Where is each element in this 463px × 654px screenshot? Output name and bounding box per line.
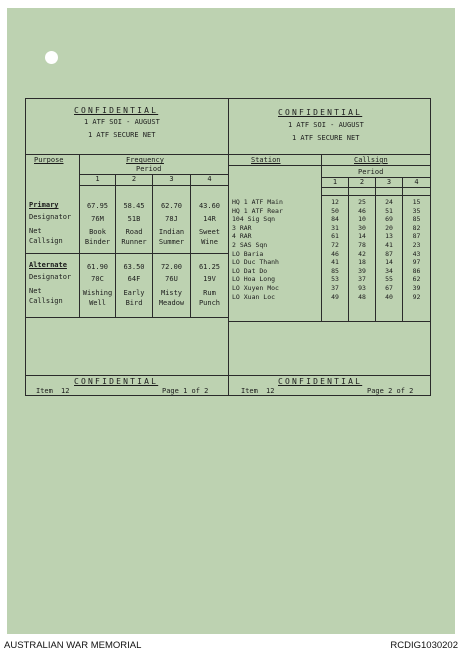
callsign-cell: 72 [331,241,339,249]
primary-label: Primary [29,201,59,209]
primary-callsign-1b: Binder [84,238,111,246]
primary-net-label: Net [29,227,42,235]
right-period-3: 3 [386,178,392,186]
left-page-number: Page 1 of 2 [162,387,209,395]
callsign-cell: 15 [412,198,421,206]
alternate-callsign-2b: Bird [125,299,143,307]
right-item-number: 12 [266,387,275,395]
callsign-cell: 14 [358,232,366,241]
station-header: Station [251,156,281,164]
center-divider [228,99,229,396]
station-name: LO Xuan Loc [232,292,276,301]
callsign-cell: 34 [385,266,393,275]
alternate-callsign-1a: Wishing [82,289,113,297]
callsign-cell: 30 [358,223,366,232]
left-period-header: Period [136,165,162,173]
right-item-label: Item [241,387,258,395]
alternate-callsign-label: Callsign [29,297,63,305]
left-period-3: 3 [169,175,174,183]
callsign-cell: 86 [412,266,421,275]
callsign-cell: 43 [412,249,421,258]
right-title-line1: 1 ATF SOI - AUGUST [288,121,364,129]
alternate-designator-4: 19V [203,275,216,283]
primary-frequency-4: 43.60 [198,202,221,210]
right-first-row-rule [321,195,430,196]
callsign-cell: 41 [331,258,339,267]
callsign-cell: 25 [358,198,366,206]
callsign-cell: 18 [358,258,366,267]
left-period-4: 4 [207,175,212,183]
station-name: HQ 1 ATF Main [232,198,283,206]
station-name: LO Xuyen Moc [232,284,279,292]
primary-callsign-2a: Road [125,228,143,236]
callsign-cell: 85 [412,215,421,224]
footer-rule [26,375,430,376]
right-period-header: Period [358,168,384,176]
alternate-callsign-3a: Misty [160,289,183,297]
alternate-net-label: Net [29,287,42,295]
station-name: LO Duc Thanh [232,258,279,267]
left-title-line2: 1 ATF SECURE NET [88,131,156,139]
callsign-cell: 92 [412,292,421,301]
alternate-callsign-1b: Well [89,299,106,307]
callsign-cell: 46 [358,206,366,215]
primary-designator-2: 51B [127,215,141,223]
alternate-label: Alternate [29,261,67,269]
callsign-cell: 84 [331,215,339,224]
callsign-cell: 87 [412,232,421,241]
left-period-1: 1 [95,175,100,183]
primary-callsign-3b: Summer [158,238,185,246]
alternate-designator-2: 64F [127,275,141,283]
primary-callsign-4a: Sweet [198,228,221,236]
callsign-cell: 10 [358,215,366,224]
station-name: 104 Sig Sqn [232,215,276,224]
alternate-callsign-2a: Early [123,289,145,297]
callsign-cell: 49 [331,292,339,301]
callsign-cell: 50 [331,206,339,215]
alternate-frequency-3: 72.00 [160,263,183,271]
callsign-cell: 85 [331,266,339,275]
left-number-rule [79,185,228,186]
right-period-1: 1 [332,178,338,186]
right-header-rule [228,165,430,166]
left-item-number: 12 [61,387,70,395]
callsign-cell: 23 [412,241,421,249]
primary-frequency-3: 62.70 [160,202,183,210]
primary-callsign-label: Callsign [29,237,63,245]
callsign-cell: 69 [385,215,393,224]
primary-designator-4: 14R [203,215,216,223]
right-title-line2: 1 ATF SECURE NET [292,134,360,142]
alternate-frequency-4: 61.25 [198,263,221,271]
callsign-cell: 97 [412,258,421,267]
callsign-header: Callsign [354,156,388,164]
left-period-rule [79,174,228,175]
primary-callsign-1a: Book [89,228,106,236]
callsign-cell: 20 [385,223,393,232]
callsign-cell: 14 [385,258,393,267]
punch-hole [45,51,58,64]
primary-designator-3: 78J [165,215,178,223]
callsign-cell: 62 [412,275,421,284]
station-name: HQ 1 ATF Rear [232,206,283,215]
alternate-frequency-1: 61.90 [86,263,109,271]
callsign-cell: 35 [412,206,421,215]
callsign-cell: 37 [331,284,339,292]
alternate-callsign-3b: Meadow [158,299,185,307]
callsign-cell: 46 [331,249,339,258]
callsign-cell: 42 [358,249,366,258]
right-footer-classification: CONFIDENTIAL [278,377,363,386]
callsign-cell: 78 [358,241,366,249]
left-footer-classification: CONFIDENTIAL [74,377,159,386]
callsign-cell: 53 [331,275,339,284]
primary-frequency-1: 67.95 [86,202,109,210]
frequency-header: Frequency [126,156,164,164]
station-name: 3 RAR [232,223,252,232]
callsign-cell: 39 [358,266,366,275]
right-page-number: Page 2 of 2 [367,387,414,395]
callsign-cell: 67 [385,284,393,292]
station-name: LO Dat Do [232,266,268,275]
callsign-cell: 37 [358,275,366,284]
station-name: 4 RAR [232,232,252,241]
primary-frequency-2: 58.45 [123,202,145,210]
right-table-bottom-rule [228,321,430,322]
archive-caption: AUSTRALIAN WAR MEMORIAL [4,640,142,651]
alternate-designator-3: 76U [165,275,178,283]
alternate-frequency-2: 63.50 [123,263,145,271]
left-classification: CONFIDENTIAL [74,106,159,115]
callsign-cell: 55 [385,275,393,284]
right-period-4: 4 [414,178,419,186]
primary-callsign-2b: Runner [121,238,147,246]
alternate-designator-label: Designator [29,273,72,281]
alternate-callsign-4b: Punch [198,299,221,307]
callsign-cell: 41 [385,241,393,249]
callsign-cell: 51 [385,206,393,215]
callsign-cell: 61 [331,232,339,241]
station-name: LO Baria [232,249,264,258]
primary-designator-1: 76M [91,215,104,223]
callsign-cell: 40 [385,292,393,301]
right-classification: CONFIDENTIAL [278,108,363,117]
primary-designator-label: Designator [29,213,72,221]
callsign-cell: 39 [412,284,421,292]
callsign-cell: 13 [385,232,393,241]
station-name: LO Hoa Long [232,275,276,284]
callsign-cell: 93 [358,284,366,292]
primary-callsign-3a: Indian [158,228,185,236]
right-period-2: 2 [359,178,365,186]
left-item-label: Item [36,387,53,395]
left-title-line1: 1 ATF SOI - AUGUST [84,118,160,126]
left-period-2: 2 [131,175,137,183]
station-name: 2 SAS Sqn [232,241,268,249]
callsign-cell: 31 [331,223,339,232]
callsign-cell: 87 [385,249,393,258]
primary-alternate-rule [26,253,228,254]
primary-callsign-4b: Wine [201,238,218,246]
callsign-cell: 24 [385,198,393,206]
archive-reference: RCDIG1030202 [390,640,458,651]
soi-form [25,98,431,396]
alternate-designator-1: 70C [91,275,104,283]
callsign-cell: 82 [412,223,421,232]
callsign-cell: 48 [358,292,366,301]
left-table-bottom-rule [26,317,228,318]
purpose-header: Purpose [34,156,64,164]
callsign-cell: 12 [331,198,339,206]
header-rule [26,154,430,155]
alternate-callsign-4a: Rum [203,289,216,297]
